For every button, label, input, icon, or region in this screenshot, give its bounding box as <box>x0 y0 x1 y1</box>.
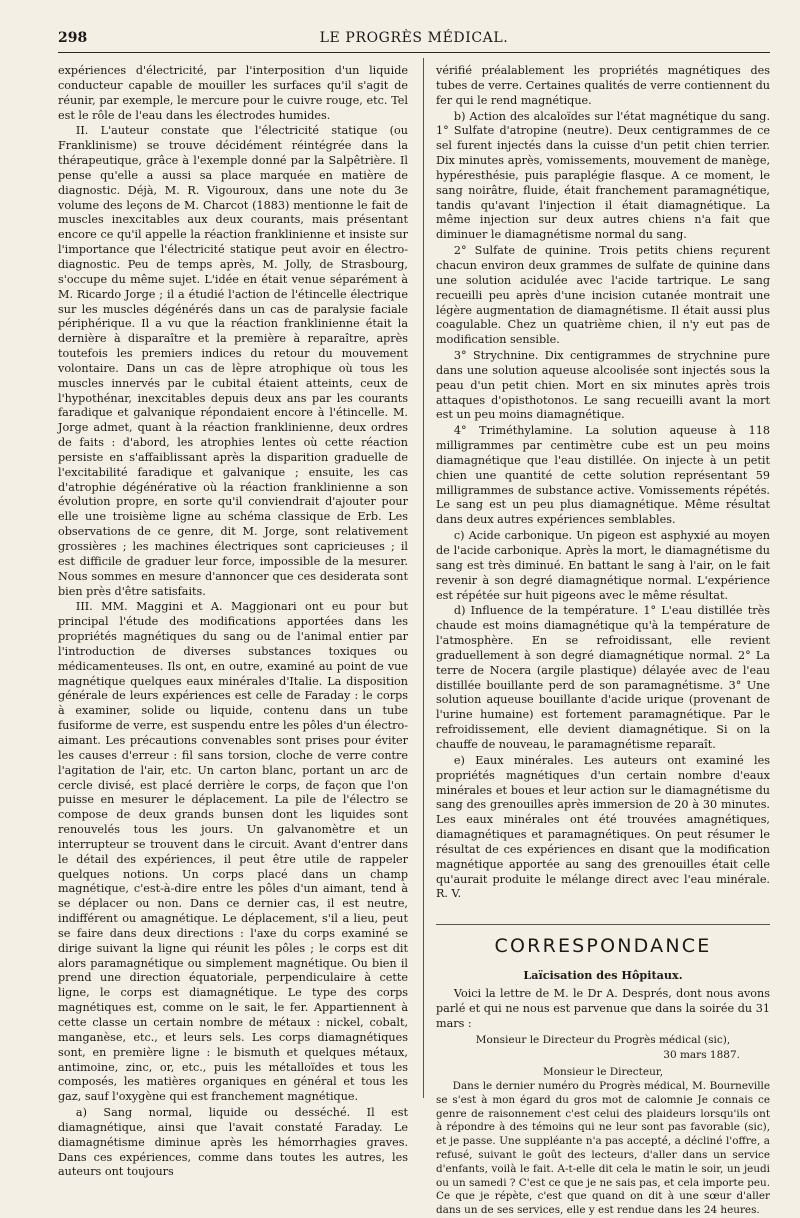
page <box>58 26 770 1217</box>
right-column <box>436 64 770 1218</box>
paragraph: expériences d'électricité, par l'interposition d'un liquide conducteur capable de mouiller les surfaces qu'il s'agit de réunir, par exemple, le mercure pour le cuivre rouge, etc. Tel est le rôle de l'eau dans les électrodes humides. <box>58 64 408 122</box>
section-title: CORRESPONDANCE <box>436 924 770 954</box>
letter-body: Dans le dernier numéro du Progrès médical, M. Bourneville se s'est à mon égard du gros mot de calomnie Je connais ce genre de raisonnement c'est celui des plaideurs lorsqu'ils ont à répondre à des témoins qui ne leur sont pas favorable (sic), et je passe. Une suppléante n'a pas accepté, a décliné l'offre, a refusé, suivant le goût des lecteurs, d'aller dans un service d'enfants, voilà le fait. A-t-elle dit cela le matin le soir, un jeudi ou un samedi ? C'est ce que je ne sais pas, et cela importe peu. Ce que je répète, c'est que quand on dit à une sœur d'aller dans un de ses services, elle y est rendue dans les 24 heures. <box>436 1080 770 1217</box>
journal-title: LE PROGRÈS MÉDICAL. <box>319 30 509 46</box>
paragraph: II. L'auteur constate que l'électricité statique (ou Franklinisme) se trouve décidément réintégrée dans la thérapeutique, grâce à l'exemple donné par la Salpêtrière. Il pense qu'elle a aussi sa place marquée en matière de diagnostic. Déjà, M. R. Vigouroux, dans une note du 3e volume des leçons de M. Charcot (1883) mentionne le fait de muscles inexcitables aux deux courants, mais présentant encore ce qu'il appelle la réaction franklinienne et insiste sur l'importance que l'électricité statique peut avoir en électro-diagnostic. Peu de temps après, M. Jolly, de Strasbourg, s'occupe du même sujet. L'idée en était venue séparément à M. Ricardo Jorge ; il a étudié l'action de l'étincelle électrique sur les muscles dégénérés dans un cas de paralysie faciale périphérique. Il a vu que la réaction franklinienne était la dernière à disparaître et la première à reparaître, après toutefois les premiers indices du retour du mouvement volontaire. Dans un cas de lèpre atrophique où tous les muscles innervés par le cubital étaient atteints, ceux de l'hypothénar, inexcitables depuis deux ans par les courants faradique et galvanique répondaient encore à l'étincelle. M. Jorge admet, quant à la réaction franklinienne, deux ordres de faits : d'abord, les atrophies lentes où cette réaction persiste en s'affaiblissant après la disparition graduelle de l'excitabilité faradique et galvanique ; ensuite, les cas d'atrophie dégénérative où la réaction franklinienne a son évolution propre, en sorte qu'il conviendrait d'ajouter pour elle une troisième ligne au schéma classique de Erb. Les observations de ce genre, dit M. Jorge, sont relativement grossières ; les machines électriques sont capricieuses ; il est difficile de graduer leur force, impossible de la mesurer. Nous sommes en mesure d'annoncer que ces desiderata sont bien près d'être satisfaits. <box>58 124 408 598</box>
paragraph: c) Acide carbonique. Un pigeon est asphyxié au moyen de l'acide carbonique. Après la mort, le diamagnétisme du sang est très diminué. En battant le sang à l'air, on le fait revenir à son degré diamagnétique normal. L'expérience est répétée sur huit pigeons avec le même résultat. <box>436 529 770 602</box>
paragraph: e) Eaux minérales. Les auteurs ont examiné les propriétés magnétiques d'un certain nombre d'eaux minérales et boues et leur action sur le diamagnétisme du sang des grenouilles après immersion de 20 à 30 minutes. Les eaux minérales ont été trouvées amagnétiques, diamagnétiques et paramagnétiques. On peut résumer le résultat de ces expériences en disant que la modification magnétique apportée au sang des grenouilles était celle qu'aurait produite le mélange direct avec l'eau minérale. R. V. <box>436 753 770 901</box>
letter-address: Monsieur le Directeur du Progrès médical (sic), <box>475 1034 731 1047</box>
paragraph: Voici la lettre de M. le Dr A. Després, dont nous avons parlé et qui ne nous est parvenue que dans la soirée du 31 mars : <box>436 986 770 1030</box>
paragraph: a) Sang normal, liquide ou desséché. Il est diamagnétique, ainsi que l'avait constaté Faraday. Le diamagnétisme diminue après les hémorrhagies graves. Dans ces expériences, comme dans toutes les autres, les auteurs ont toujours <box>58 1106 408 1179</box>
paragraph: b) Action des alcaloïdes sur l'état magnétique du sang. 1° Sulfate d'atropine (neutre). Deux centigrammes de ce sel furent injectés dans la cuisse d'un petit chien terrier. Dix minutes après, vomissements, mouvement de manège, hypéresthésie, puis paraplégie flasque. A ce moment, le sang noirâtre, fluide, était franchement paramagnétique, tandis qu'avant l'injection il était diamagnétique. La même injection sur deux autres chiens n'a fait que diminuer le diamagnétisme normal du sang. <box>436 109 770 242</box>
paragraph: vérifié préalablement les propriétés magnétiques des tubes de verre. Certaines qualités de verre contiennent du fer qui le rend magnétique. <box>436 64 770 107</box>
section-subtitle: Laïcisation des Hôpitaux. <box>523 968 683 983</box>
paragraph: 4° Triméthylamine. La solution aqueuse à 118 milligrammes par centimètre cube est un peu moins diamagnétique que l'eau distillée. On injecte à un petit chien une quantité de cette solution représentant 59 milligrammes de substance active. Vomissements répétés. Le sang est un peu plus diamagnétique. Même résultat dans deux autres expériences semblables. <box>436 424 770 527</box>
column-divider <box>423 58 424 1098</box>
paragraph: III. MM. Maggini et A. Maggionari ont eu pour but principal l'étude des modifications apportées dans les propriétés magnétiques du sang ou de l'animal entier par l'introduction de diverses substances toxiques ou médicamenteuses. Ils ont, en outre, examiné au point de vue magnétique quelques eaux minérales d'Italie. La disposition générale de leurs expériences est celle de Faraday : le corps à examiner, solide ou liquide, contenu dans un tube fusiforme de verre, est suspendu entre les pôles d'un électro-aimant. Les précautions convenables sont prises pour éviter les causes d'erreur : fil sans torsion, cloche de verre contre l'agitation de l'air, etc. Un carton blanc, portant un arc de cercle divisé, est placé derrière le corps, de façon que l'on puisse en mesurer le déplacement. La pile de l'électro se compose de deux grands bunsen dont les liquides sont renouvelés tous les jours. Un galvanomètre et un interrupteur se trouvent dans le circuit. Avant d'entrer dans le détail des expériences, il peut être utile de rappeler quelques notions. Un corps placé dans un champ magnétique, c'est-à-dire entre les pôles d'un aimant, tend à se déplacer ou non. Dans ce dernier cas, il est neutre, indifférent ou amagnétique. Le déplacement, s'il a lieu, peut se faire dans deux directions : l'axe du corps examiné se dirige suivant la ligne qui réunit les pôles ; le corps est dit alors paramagnétique ou simplement magnétique. Ou bien il prend une direction équatoriale, perpendiculaire à cette ligne, le corps est diamagnétique. Le type des corps magnétiques est, comme on le sait, le fer. Appartiennent à cette classe un certain nombre de métaux : nickel, cobalt, manganèse, etc., et leurs sels. Les corps diamagnétiques sont, en première ligne : le bismuth et quelques métaux, antimoine, zinc, or, etc., puis les métalloïdes et tous les composés, les matières organiques en général et tous les gaz, sauf l'oxygène qui est franchement magnétique. <box>58 600 408 1104</box>
letter-date: 30 mars 1887. <box>663 1049 740 1062</box>
paragraph: 2° Sulfate de quinine. Trois petits chiens reçurent chacun environ deux grammes de sulfate de quinine dans une solution acidulée avec l'acide tartrique. Le sang recueilli peu après d'une incision cutanée montrait une légère augmentation de diamagnétisme. Il était aussi plus coagulable. Chez un quatrième chien, il n'y eut pas de modification sensible. <box>436 244 770 347</box>
letter-salutation: Monsieur le Directeur, <box>542 1066 664 1079</box>
left-column <box>58 64 408 1180</box>
paragraph: d) Influence de la température. 1° L'eau distillée très chaude est moins diamagnétique qu'à la température de l'atmosphère. En se refroidissant, elle revient graduellement à son degré diamagnétique normal. 2° La terre de Nocera (argile plastique) délayée avec de l'eau distillée bouillante perd de son paramagnétisme. 3° Une solution aqueuse bouillante d'acide urique (provenant de l'urine humaine) est fortement paramagnétique. Par le refroidissement, elle devient diamagnétique. Si on la chauffe de nouveau, le paramagnétisme reparaît. <box>436 604 770 751</box>
running-header <box>58 26 770 53</box>
page-number: 298 <box>58 30 88 46</box>
paragraph: 3° Strychnine. Dix centigrammes de strychnine pure dans une solution aqueuse alcoolisée sont injectés sous la peau d'un petit chien. Mort en six minutes après trois attaques d'opisthotonos. Le sang recueilli avant la mort est un peu moins diamagnétique. <box>436 349 770 422</box>
